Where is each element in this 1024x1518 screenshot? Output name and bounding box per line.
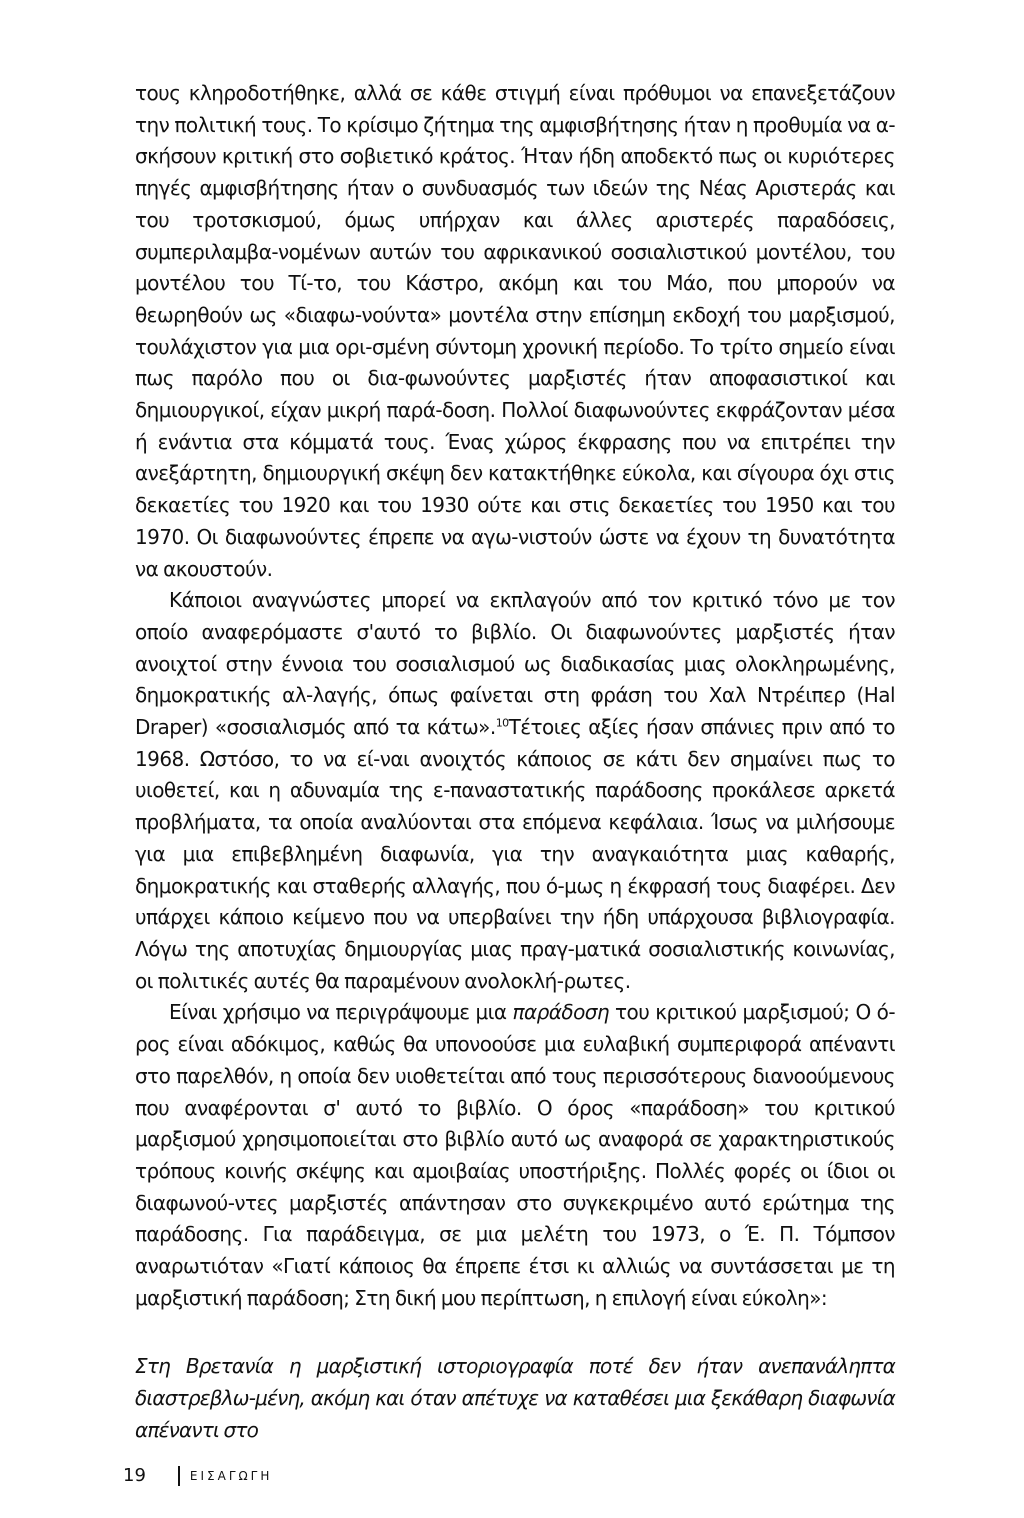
main-text <box>135 78 895 1446</box>
paragraph-2 <box>135 585 895 997</box>
paragraph-3-emphasis: παράδοση <box>512 1000 610 1025</box>
paragraph-3 <box>135 997 895 1314</box>
page-footer <box>123 1465 272 1486</box>
paragraph-2-start: Κάποιοι αναγνώστες μπορεί να εκπλαγούν από τον κριτικό τόνο με τον οποίο αναφερόμαστε σ'αυτό το βιβλίο. Οι διαφωνούντες μαρξιστές ήταν ανοιχτοί στην έννοια του σοσιαλισμού ως διαδικασίας μιας ολοκληρωμένης, δημοκρατικής αλ-λαγής, όπως φαίνεται στη φράση του Χαλ Ντρέιπερ (Hal Draper) «σοσιαλισμός από τα κάτω». <box>135 588 895 740</box>
block-quote: Στη Βρετανία η μαρξιστική ιστοριογραφία ποτέ δεν ήταν ανεπανάληπτα διαστρεβλω-μένη, ακόμη και όταν απέτυχε να καταθέσει μια ξεκάθαρη διαφωνία απέναντι στο <box>135 1354 895 1443</box>
footnote-ref: 10 <box>495 716 509 730</box>
page-number: 19 <box>123 1465 146 1486</box>
quote-spacer <box>135 1314 895 1350</box>
running-head: ΕΙΣΑΓΩΓΗ <box>189 1468 273 1483</box>
footer-separator <box>178 1466 180 1486</box>
paragraph-3-start: Είναι χρήσιμο να περιγράψουμε μια <box>169 1000 507 1025</box>
paragraph-2-end: Τέτοιες αξίες ήσαν σπάνιες πριν από το 1968. Ωστόσο, το να εί-ναι ανοιχτός κάποιος σε κάτι δεν σημαίνει πως το υιοθετεί, και η αδυναμία της ε-παναστατικής παράδοσης προκάλεσε αρκετά προβλήματα, τα οποία αναλύονται στα επόμενα κεφάλαια. Ίσως να μιλήσουμε για μια επιβεβλημένη διαφωνία, για την αναγκαιότητα μιας καθαρής, δημοκρατικής και σταθερής αλλαγής, που ό-μως η έκφρασή τους διαφέρει. Δεν υπάρχει κάποιο κείμενο που να υπερβαίνει την ήδη υπάρχουσα βιβλιογραφία. Λόγω της αποτυχίας δημιουργίας μιας πραγ-ματικά σοσιαλιστικής κοινωνίας, οι πολιτικές αυτές θα παραμένουν ανολοκλή-ρωτες. <box>135 715 895 993</box>
paragraph-1: τους κληροδοτήθηκε, αλλά σε κάθε στιγμή είναι πρόθυμοι να επανεξετάζουν την πολιτική τους. Το κρίσιμο ζήτημα της αμφισβήτησης ήταν η προθυμία να α-σκήσουν κριτική στο σοβιετικό κράτος. Ήταν ήδη αποδεκτό πως οι κυριότερες πηγές αμφισβήτησης ήταν ο συνδυασμός των ιδεών της Νέας Αριστεράς και του τροτσκισμού, όμως υπήρχαν και άλλες αριστερές παραδόσεις, συμπεριλαμβα-νομένων αυτών του αφρικανικού σοσιαλιστικού μοντέλου, του μοντέλου του Τί-το, του Κάστρο, ακόμη και του Μάο, που μπορούν να θεωρηθούν ως «διαφω-νούντα» μοντέλα στην επίσημη εκδοχή του μαρξισμού, τουλάχιστον για μια ορι-σμένη σύντομη χρονική περίοδο. Το τρίτο σημείο είναι πως παρόλο που οι δια-φωνούντες μαρξιστές ήταν αποφασιστικοί και δημιουργικοί, είχαν μικρή παρά-δοση. Πολλοί διαφωνούντες εκφράζονταν μέσα ή ενάντια στα κόμματά τους. Ένας χώρος έκφρασης που να επιτρέπει την ανεξάρτητη, δημιουργική σκέψη δεν κατακτήθηκε εύκολα, και σίγουρα όχι στις δεκαετίες του 1920 και του 1930 ούτε και στις δεκαετίες του 1950 και του 1970. Οι διαφωνούντες έπρεπε να αγω-νιστούν ώστε να έχουν τη δυνατότητα να ακουστούν. <box>135 81 895 581</box>
paragraph-3-end: του κριτικού μαρξισμού; Ο ό-ρος είναι αδόκιμος, καθώς θα υπονοούσε μια ευλαβική συμπεριφορά απέναντι στο παρελθόν, η οποία δεν υιοθετείται από τους περισσότερους διανοούμενους που αναφέρονται σ' αυτό το βιβλίο. Ο όρος «παράδοση» του κριτικού μαρξισμού χρησιμοποιείται στο βιβλίο αυτό ως αναφορά σε χαρακτηριστικούς τρόπους κοινής σκέψης και αμοιβαίας υποστήριξης. Πολλές φορές οι ίδιοι οι διαφωνού-ντες μαρξιστές απάντησαν στο συγκεκριμένο αυτό ερώτημα της παράδοσης. Για παράδειγμα, σε μια μελέτη του 1973, ο Έ. Π. Τόμπσον αναρωτιόταν «Γιατί κάποιος θα έπρεπε έτσι κι αλλιώς να συντάσσεται με τη μαρξιστική παράδοση; Στη δική μου περίπτωση, η επιλογή είναι εύκολη»: <box>135 1000 895 1310</box>
